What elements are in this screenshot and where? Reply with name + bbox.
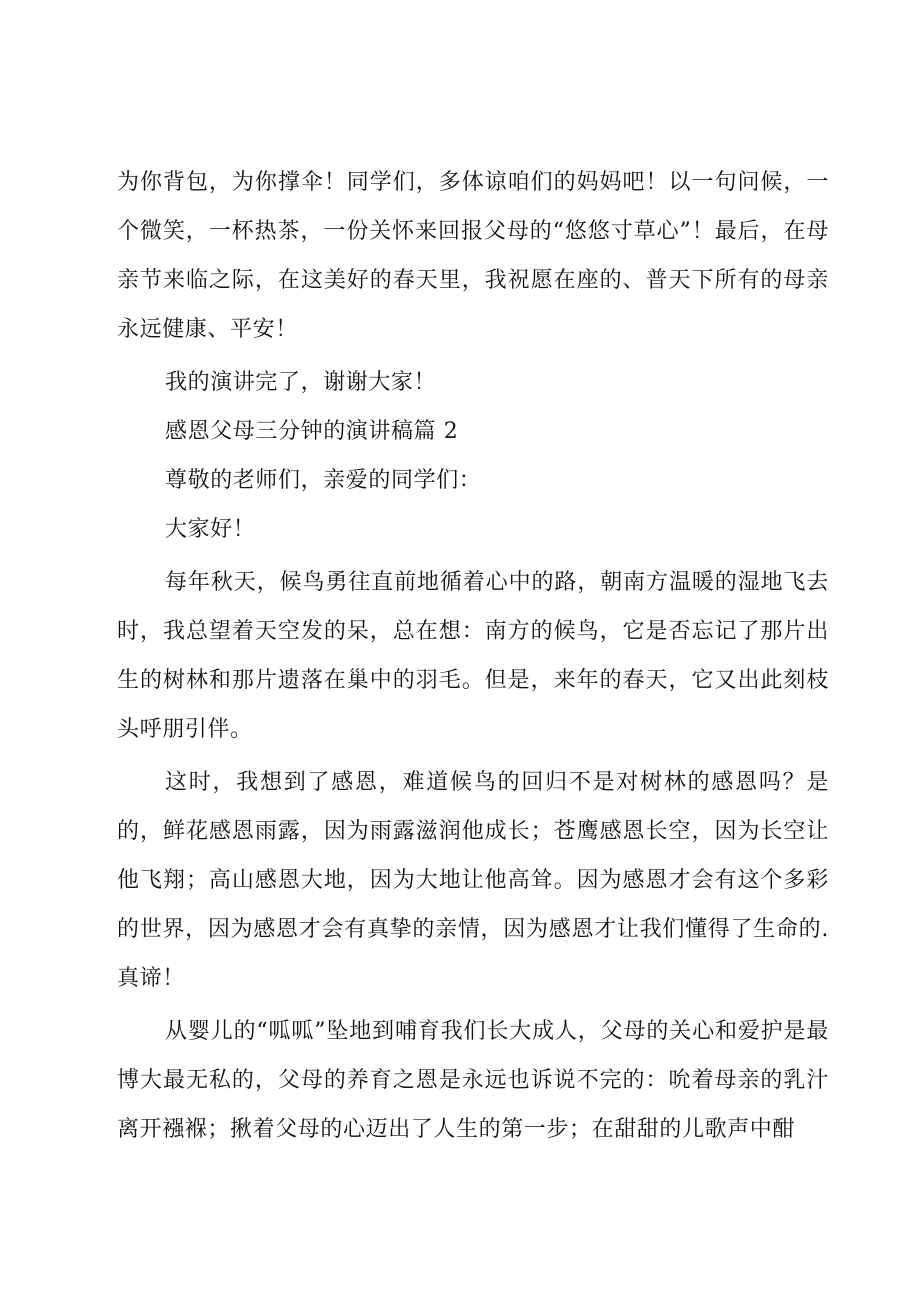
- salutation: 尊敬的老师们，亲爱的同学们：: [165, 468, 482, 493]
- greeting: 大家好！: [165, 517, 256, 542]
- paragraph-parents: 从婴儿的“呱呱”坠地到哺育我们长大成人，父母的关心和爱护是最博大最无私的，父母的养育之恩是永远也诉说不完的：吮着母亲的乳汁离开襁褓；揪着父母的心迈出了人生的第一步；在甜甜的儿歌声中酣: [117, 1019, 829, 1142]
- paragraph-closing-thanks: 我的演讲完了，谢谢大家！: [165, 370, 437, 395]
- section-heading: 感恩父母三分钟的演讲稿篇 2: [165, 419, 459, 444]
- document-body: [117, 158, 829, 1154]
- paragraph-continuation: 为你背包，为你撑伞！同学们，多体谅咱们的妈妈吧！以一句问候，一个微笑，一杯热茶，一份关怀来回报父母的“悠悠寸草心”！最后，在母亲节来临之际，在这美好的春天里，我祝愿在座的、普天下所有的母亲永远健康、平安！: [117, 170, 829, 342]
- paragraph-migratory-birds: 每年秋天，候鸟勇往直前地循着心中的路，朝南方温暖的湿地飞去时，我总望着天空发的呆，总在想：南方的候鸟，它是否忘记了那片出生的树林和那片遗落在巢中的羽毛。但是，来年的春天，它又出此刻枝头呼朋引伴。: [117, 570, 829, 742]
- paragraph-gratitude: 这时，我想到了感恩，难道候鸟的回归不是对树林的感恩吗？是的，鲜花感恩雨露，因为雨露滋润他成长；苍鹰感恩长空，因为长空让他飞翔；高山感恩大地，因为大地让他高耸。因为感恩才会有这个多彩的世界，因为感恩才会有真挚的亲情，因为感恩才让我们懂得了生命的. 真谛！: [117, 770, 829, 991]
